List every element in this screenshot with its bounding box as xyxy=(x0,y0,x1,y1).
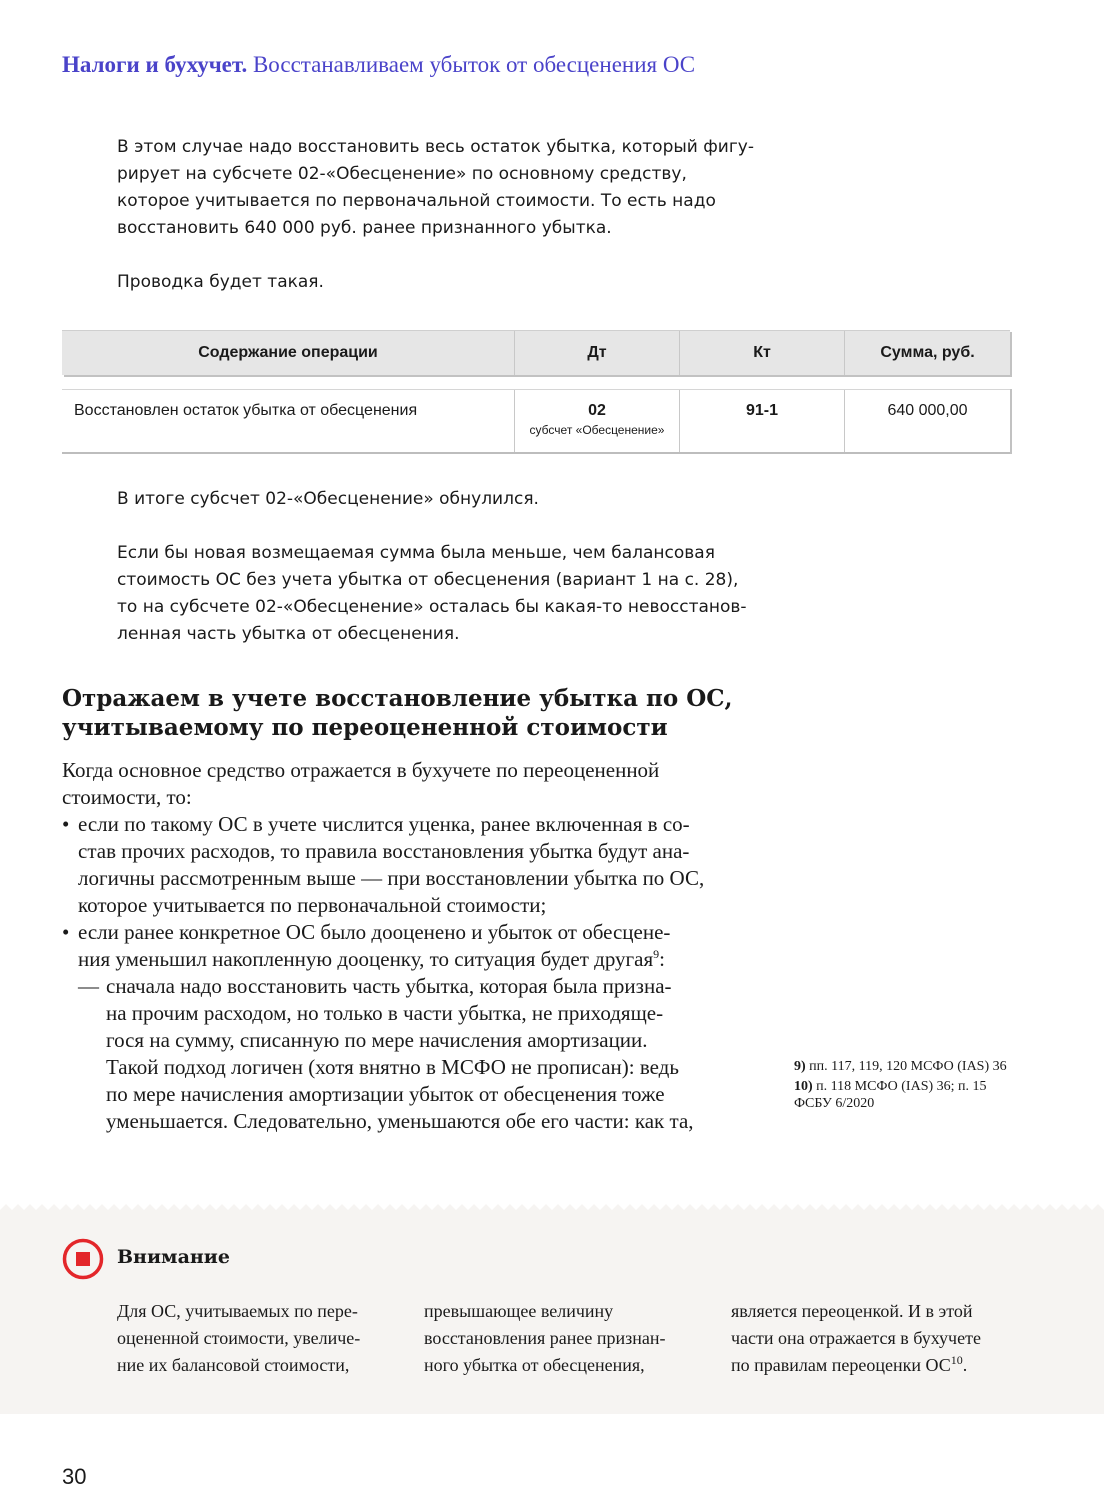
footnote-text: пп. 117, 119, 120 МСФО (IAS) 36 xyxy=(809,1059,1007,1074)
text-line: стоимость ОС без учета убытка от обесценения (вариант 1 на с. 28), xyxy=(117,570,739,590)
attention-icon xyxy=(62,1238,104,1280)
text-line: рирует на субсчете 02-«Обесценение» по основному средству, xyxy=(117,164,687,184)
debit-account: 02 xyxy=(588,402,606,419)
amount-value: 640 000,00 xyxy=(887,402,968,419)
text-line: восстановить 640 000 руб. ранее признанного убытка. xyxy=(117,218,612,238)
header-section: Налоги и бухучет. xyxy=(62,52,248,77)
bullet-text: если ранее конкретное ОС было дооценено и убыток от обесцене- xyxy=(78,920,671,944)
text-line: Когда основное средство отражается в бухучете по переоцененной xyxy=(62,758,660,782)
text-line xyxy=(731,1352,1021,1379)
text-line: логичны рассмотренным выше — при восстановлении убытка по ОС, xyxy=(78,866,705,890)
footnote-10 xyxy=(794,1078,1024,1112)
zigzag-border xyxy=(0,1204,1104,1212)
text-line: ние их балансовой стоимости, xyxy=(117,1355,350,1375)
text-line: Такой подход логичен (хотя внятно в МСФО не прописан): ведь xyxy=(106,1055,679,1079)
attention-column-2 xyxy=(424,1298,714,1379)
bullet-text: ния уменьшил накопленную дооценку, то ситуация будет другая xyxy=(78,947,654,971)
heading-line: учитываемому по переоцененной стоимости xyxy=(62,714,668,741)
footnote-ref: 10 xyxy=(950,1353,963,1367)
dash-item xyxy=(62,973,762,1000)
footnote-number: 9) xyxy=(794,1059,806,1074)
debit-subaccount: субсчет «Обесценение» xyxy=(529,423,665,437)
footnote-9 xyxy=(794,1058,1024,1075)
footnote-number: 10) xyxy=(794,1079,813,1094)
text-line: которое учитывается по первоначальной стоимости; xyxy=(78,893,547,917)
punctuation: : xyxy=(659,947,665,971)
heading-line: Отражаем в учете восстановление убытка по ОС, xyxy=(62,685,733,712)
variant-paragraph xyxy=(117,540,757,648)
header-title: Восстанавливаем убыток от обесценения ОС xyxy=(252,52,696,77)
cell-credit xyxy=(680,390,845,452)
attention-column-1 xyxy=(117,1298,407,1379)
posting-sentence: Проводка будет такая. xyxy=(117,272,324,292)
bullet-text: если по такому ОС в учете числится уценка, ранее включенная в со- xyxy=(78,812,690,836)
footnote-ref: 9 xyxy=(653,947,660,961)
text-line: гося на сумму, списанную по мере начисления амортизации. xyxy=(106,1028,648,1052)
text-line: ленная часть убытка от обесценения. xyxy=(117,624,460,644)
header-credit: Кт xyxy=(680,331,845,375)
text-line: на прочим расходом, но только в части убытка, не приходяще- xyxy=(106,1001,664,1025)
header-operation: Содержание операции xyxy=(62,331,515,375)
table-row xyxy=(62,389,1010,454)
text-line: Если бы новая возмещаемая сумма была меньше, чем балансовая xyxy=(117,543,715,563)
footnotes xyxy=(794,1058,1024,1115)
text-fragment: по правилам переоценки ОС xyxy=(731,1355,951,1375)
dash-text: сначала надо восстановить часть убытка, которая была призна- xyxy=(106,974,672,998)
attention-column-3 xyxy=(731,1298,1021,1379)
text-line xyxy=(62,946,762,973)
section-body xyxy=(62,757,762,1135)
credit-account: 91-1 xyxy=(745,402,779,419)
table-header xyxy=(62,330,1010,375)
intro-paragraph xyxy=(117,134,757,242)
text-line: уменьшается. Следовательно, уменьшаются обе его части: как та, xyxy=(106,1109,694,1133)
punctuation: . xyxy=(962,1355,968,1375)
running-header xyxy=(62,52,695,78)
footnote-text: п. 118 МСФО (IAS) 36; п. 15 ФСБУ 6/2020 xyxy=(794,1079,987,1111)
text-line: восстановления ранее признан- xyxy=(424,1328,666,1348)
result-sentence: В итоге субсчет 02-«Обесценение» обнулился. xyxy=(117,489,539,509)
text-line: В этом случае надо восстановить весь остаток убытка, который фигу- xyxy=(117,137,754,157)
page-number: 30 xyxy=(62,1464,87,1489)
header-debit: Дт xyxy=(515,331,680,375)
operation-text: Восстановлен остаток убытка от обесценения xyxy=(74,402,418,419)
text-line: оцененной стоимости, увеличе- xyxy=(117,1328,361,1348)
text-line: то на субсчете 02-«Обесценение» осталась бы какая-то невосстанов- xyxy=(117,597,747,617)
text-line: которое учитывается по первоначальной стоимости. То есть надо xyxy=(117,191,716,211)
section-heading xyxy=(62,684,733,742)
text-line: став прочих расходов, то правила восстановления убытка будут ана- xyxy=(78,839,690,863)
header-amount: Сумма, руб. xyxy=(880,344,975,361)
text-line: части она отражается в бухучете xyxy=(731,1328,981,1348)
text-line: Для ОС, учитываемых по пере- xyxy=(117,1301,358,1321)
bullet-marker: • xyxy=(62,812,70,836)
dash-marker: — xyxy=(78,974,99,998)
text-line: превышающее величину xyxy=(424,1301,614,1321)
bullet-item xyxy=(62,919,762,946)
cell-amount xyxy=(845,390,1010,452)
bullet-item xyxy=(62,811,762,838)
attention-box xyxy=(0,1210,1104,1414)
text-line: стоимости, то: xyxy=(62,785,192,809)
attention-title: Внимание xyxy=(117,1246,230,1268)
cell-debit xyxy=(515,390,680,452)
text-line: является переоценкой. И в этой xyxy=(731,1301,973,1321)
bullet-marker: • xyxy=(62,920,70,944)
text-line: по мере начисления амортизации убыток от обесценения тоже xyxy=(106,1082,665,1106)
text-line: ного убытка от обесценения, xyxy=(424,1355,645,1375)
cell-operation xyxy=(62,390,515,452)
